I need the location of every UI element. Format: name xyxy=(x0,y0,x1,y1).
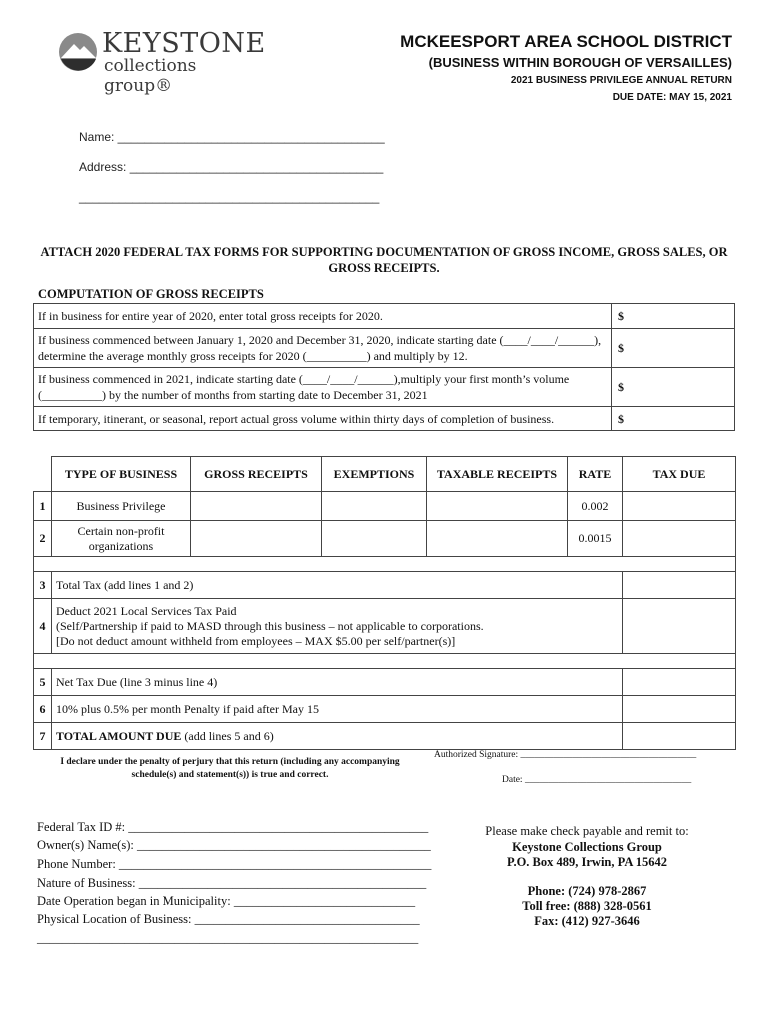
table-row xyxy=(34,723,736,750)
perjury-declaration: I declare under the penalty of perjury that this return (including any accompanying schedule(s) and statement(s)) is true and correct. xyxy=(60,757,400,780)
line-number: 5 xyxy=(34,669,52,696)
computation-row xyxy=(34,304,735,329)
table-row xyxy=(34,696,736,723)
signature-date-field[interactable]: Date: ___________________________________ xyxy=(502,775,692,785)
remit-intro: Please make check payable and remit to: xyxy=(485,824,689,838)
authorized-signature-field[interactable]: Authorized Signature: _____________________________________ xyxy=(434,750,697,760)
amount-field[interactable]: $ xyxy=(612,407,735,431)
federal-tax-id-field[interactable]: Federal Tax ID #: ________________________________________________ xyxy=(37,820,429,834)
header-exemptions: EXEMPTIONS xyxy=(322,457,427,492)
remit-address: P.O. Box 489, Irwin, PA 15642 xyxy=(506,855,668,869)
attach-notice: ATTACH 2020 FEDERAL TAX FORMS FOR SUPPORTING DOCUMENTATION OF GROSS INCOME, GROSS SALES, OR GROSS RECEIPTS. xyxy=(40,245,728,275)
remit-fax: Fax: (412) 927-3646 xyxy=(534,914,640,928)
gross-receipts-cell[interactable] xyxy=(191,492,322,521)
line-amount-cell[interactable] xyxy=(623,669,736,696)
name-field[interactable]: Name: ________________________________________ xyxy=(79,130,385,144)
line-amount-cell[interactable] xyxy=(623,696,736,723)
location-line-2-field[interactable]: _____________________________________________________________ xyxy=(37,931,419,945)
line-text: Deduct 2021 Local Services Tax Paid xyxy=(56,603,237,618)
remit-phone: Phone: (724) 978-2867 xyxy=(527,884,647,898)
computation-text: If in business for entire year of 2020, enter total gross receipts for 2020. xyxy=(34,304,612,329)
computation-row xyxy=(34,368,735,407)
line-text: Total Tax (add lines 1 and 2) xyxy=(52,572,623,599)
remit-company: Keystone Collections Group xyxy=(512,840,662,854)
total-label: TOTAL AMOUNT DUE xyxy=(56,728,182,743)
amount-field[interactable]: $ xyxy=(612,368,735,407)
owner-names-field[interactable]: Owner(s) Name(s): _______________________________________________ xyxy=(37,838,431,852)
header-taxable-receipts: TAXABLE RECEIPTS xyxy=(427,457,568,492)
keystone-logo xyxy=(58,28,268,96)
computation-row xyxy=(34,329,735,368)
line-amount-cell[interactable] xyxy=(623,723,736,750)
line-number: 7 xyxy=(34,723,52,750)
rate-value: 0.002 xyxy=(568,492,623,521)
amount-field[interactable]: $ xyxy=(612,329,735,368)
tax-due-cell[interactable] xyxy=(623,521,736,557)
address-line-2-field[interactable]: _____________________________________________ xyxy=(79,190,380,204)
address-field[interactable]: Address: ______________________________________ xyxy=(79,160,384,174)
line-text: (Self/Partnership if paid to MASD through this business – not applicable to corporations. xyxy=(56,618,484,633)
table-row xyxy=(34,572,736,599)
remit-tollfree: Toll free: (888) 328-0561 xyxy=(522,899,652,913)
table-row xyxy=(34,599,736,654)
line-number: 3 xyxy=(34,572,52,599)
table-row xyxy=(34,492,736,521)
exemptions-cell[interactable] xyxy=(322,521,427,557)
line-number: 4 xyxy=(34,599,52,654)
mountain-logo-icon xyxy=(58,32,98,72)
logo-tagline: collections group® xyxy=(104,56,197,96)
line-text: (add lines 5 and 6) xyxy=(181,728,274,743)
phone-number-field[interactable]: Phone Number: __________________________________________________ xyxy=(37,857,432,871)
amount-field[interactable]: $ xyxy=(612,304,735,329)
line-text: [Do not deduct amount withheld from employees – MAX $5.00 per self/partner(s)] xyxy=(56,633,456,648)
tax-due-cell[interactable] xyxy=(623,492,736,521)
business-type: Certain non-profit organizations xyxy=(52,521,191,557)
line-number: 6 xyxy=(34,696,52,723)
nature-of-business-field[interactable]: Nature of Business: ______________________________________________ xyxy=(37,876,427,890)
table-row xyxy=(34,669,736,696)
computation-text: If business commenced in 2021, indicate starting date (____/____/______),multiply your first month’s volume (__________) by the number of months from starting date to December 31, 2021 xyxy=(34,368,612,407)
borough-subtitle: (BUSINESS WITHIN BOROUGH OF VERSAILLES) xyxy=(428,55,732,70)
header-gross-receipts: GROSS RECEIPTS xyxy=(191,457,322,492)
tax-table xyxy=(33,456,736,750)
header-type: TYPE OF BUSINESS xyxy=(52,457,191,492)
line-text-block xyxy=(52,599,623,654)
computation-table xyxy=(33,303,735,431)
form-title: 2021 BUSINESS PRIVILEGE ANNUAL RETURN xyxy=(510,75,732,86)
line-number: 1 xyxy=(34,492,52,521)
line-amount-cell[interactable] xyxy=(623,599,736,654)
rate-value: 0.0015 xyxy=(568,521,623,557)
line-text: Net Tax Due (line 3 minus line 4) xyxy=(52,669,623,696)
due-date: DUE DATE: MAY 15, 2021 xyxy=(612,92,732,103)
district-title: MCKEESPORT AREA SCHOOL DISTRICT xyxy=(400,32,732,51)
logo-wordmark: KEYSTONE xyxy=(102,28,266,59)
computation-text: If business commenced between January 1, 2020 and December 31, 2020, indicate starting date (____/____/______), determine the average monthly gross receipts for 2020 (__________) and multiply by 12. xyxy=(34,329,612,368)
header-rate: RATE xyxy=(568,457,623,492)
date-operation-began-field[interactable]: Date Operation began in Municipality: _____________________________ xyxy=(37,894,416,908)
taxable-receipts-cell[interactable] xyxy=(427,521,568,557)
line-text: 10% plus 0.5% per month Penalty if paid after May 15 xyxy=(52,696,623,723)
line-number: 2 xyxy=(34,521,52,557)
exemptions-cell[interactable] xyxy=(322,492,427,521)
gross-receipts-cell[interactable] xyxy=(191,521,322,557)
tax-table-header xyxy=(34,457,736,492)
header-tax-due: TAX DUE xyxy=(623,457,736,492)
computation-text: If temporary, itinerant, or seasonal, report actual gross volume within thirty days of completion of business. xyxy=(34,407,612,431)
computation-row xyxy=(34,407,735,431)
taxable-receipts-cell[interactable] xyxy=(427,492,568,521)
physical-location-field[interactable]: Physical Location of Business: ____________________________________ xyxy=(37,912,420,926)
computation-title: COMPUTATION OF GROSS RECEIPTS xyxy=(38,287,264,301)
line-text-block xyxy=(52,723,623,750)
business-type: Business Privilege xyxy=(52,492,191,521)
table-row xyxy=(34,521,736,557)
line-amount-cell[interactable] xyxy=(623,572,736,599)
